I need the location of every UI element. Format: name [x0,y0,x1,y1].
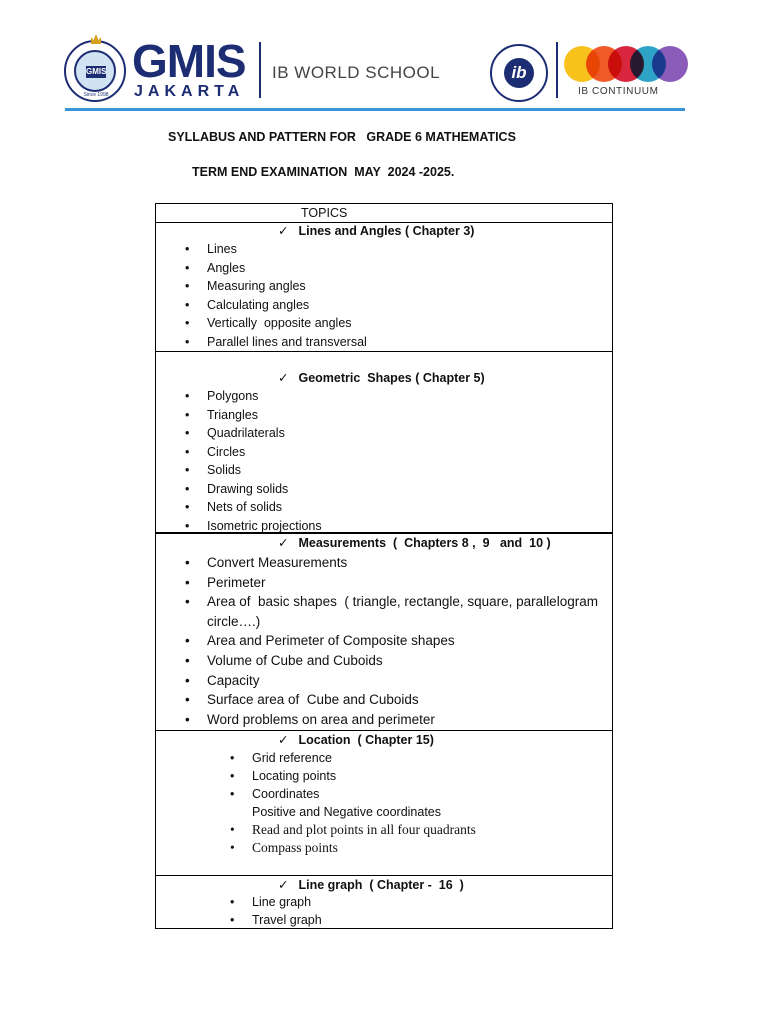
list-item: Positive and Negative coordinates [252,805,442,819]
section-list [230,749,476,857]
list-item: • Calculating angles [185,297,310,312]
list-item: • Area and Perimeter of Composite shapes [185,633,455,649]
list-item: • Lines [185,242,237,256]
school-header [62,36,686,112]
ib-mark: ib [504,58,534,88]
section-title: ✓ Measurements ( Chapters 8 , 9 and 10 ) [278,536,551,550]
list-item: • Drawing solids [185,481,289,496]
gmis-seal-logo [64,40,126,102]
logo-main-text: GMIS [132,35,246,87]
list-item: • Area of basic shapes ( triangle, rectangle, square, parallelogram [185,594,598,610]
section-list [185,553,598,729]
seal-text: GMIS [86,67,107,76]
list-item: • Word problems on area and perimeter [185,711,435,727]
list-item: • Capacity [185,672,260,688]
list-item: • Perimeter [185,574,266,590]
list-item: • Surface area of Cube and Cuboids [185,692,419,708]
header-rule [65,108,685,111]
ib-seal-logo [490,44,548,102]
list-item: • Convert Measurements [185,555,348,570]
list-item: • Quadrilaterals [185,426,285,440]
list-item: • Coordinates [230,787,320,801]
list-item: • Travel graph [230,913,322,927]
list-item: • Read and plot points in all four quadrants [230,822,476,837]
list-item: • Angles [185,260,246,275]
divider [556,42,558,98]
checkmark-icon: ✓ [278,371,289,385]
list-item: circle….) [207,613,261,629]
list-item: • Triangles [185,407,258,422]
section-title: ✓ Line graph ( Chapter - 16 ) [278,878,464,892]
section-title: ✓ Location ( Chapter 15) [278,733,434,747]
section-title: ✓ Lines and Angles ( Chapter 3) [278,224,475,238]
section-list [185,240,367,351]
list-item: • Polygons [185,389,259,403]
list-item: • Nets of solids [185,500,283,514]
checkmark-icon: ✓ [278,224,289,238]
section-list [185,387,322,535]
list-item: • Measuring angles [185,279,306,293]
document-subtitle: TERM END EXAMINATION MAY 2024 -2025. [192,165,455,179]
section-title: ✓ Geometric Shapes ( Chapter 5) [278,371,485,385]
crown-icon [91,34,101,44]
checkmark-icon: ✓ [278,536,289,550]
section-list [230,893,322,929]
ib-continuum-text: IB CONTINUUM [578,86,659,97]
list-item: • Vertically opposite angles [185,316,352,330]
checkmark-icon: ✓ [278,733,289,747]
list-item: • Circles [185,444,246,459]
ib-continuum-dots-logo [564,46,688,82]
list-item: • Grid reference [230,751,332,765]
table-header-topics: TOPICS [301,206,348,220]
list-item: • Compass points [230,840,338,855]
list-item: • Line graph [230,895,312,909]
checkmark-icon: ✓ [278,878,289,892]
list-item: • Solids [185,463,242,477]
document-title: SYLLABUS AND PATTERN FOR GRADE 6 MATHEMATICS [168,130,516,144]
list-item: • Parallel lines and transversal [185,334,367,349]
ib-world-school-text: IB WORLD SCHOOL [272,63,441,82]
seal-since: Since 1998 [83,92,109,98]
divider [259,42,261,98]
logo-sub-text: JAKARTA [134,83,245,100]
list-item: • Volume of Cube and Cuboids [185,652,383,668]
list-item: • Locating points [230,769,337,783]
list-item: • Isometric projections [185,518,322,533]
